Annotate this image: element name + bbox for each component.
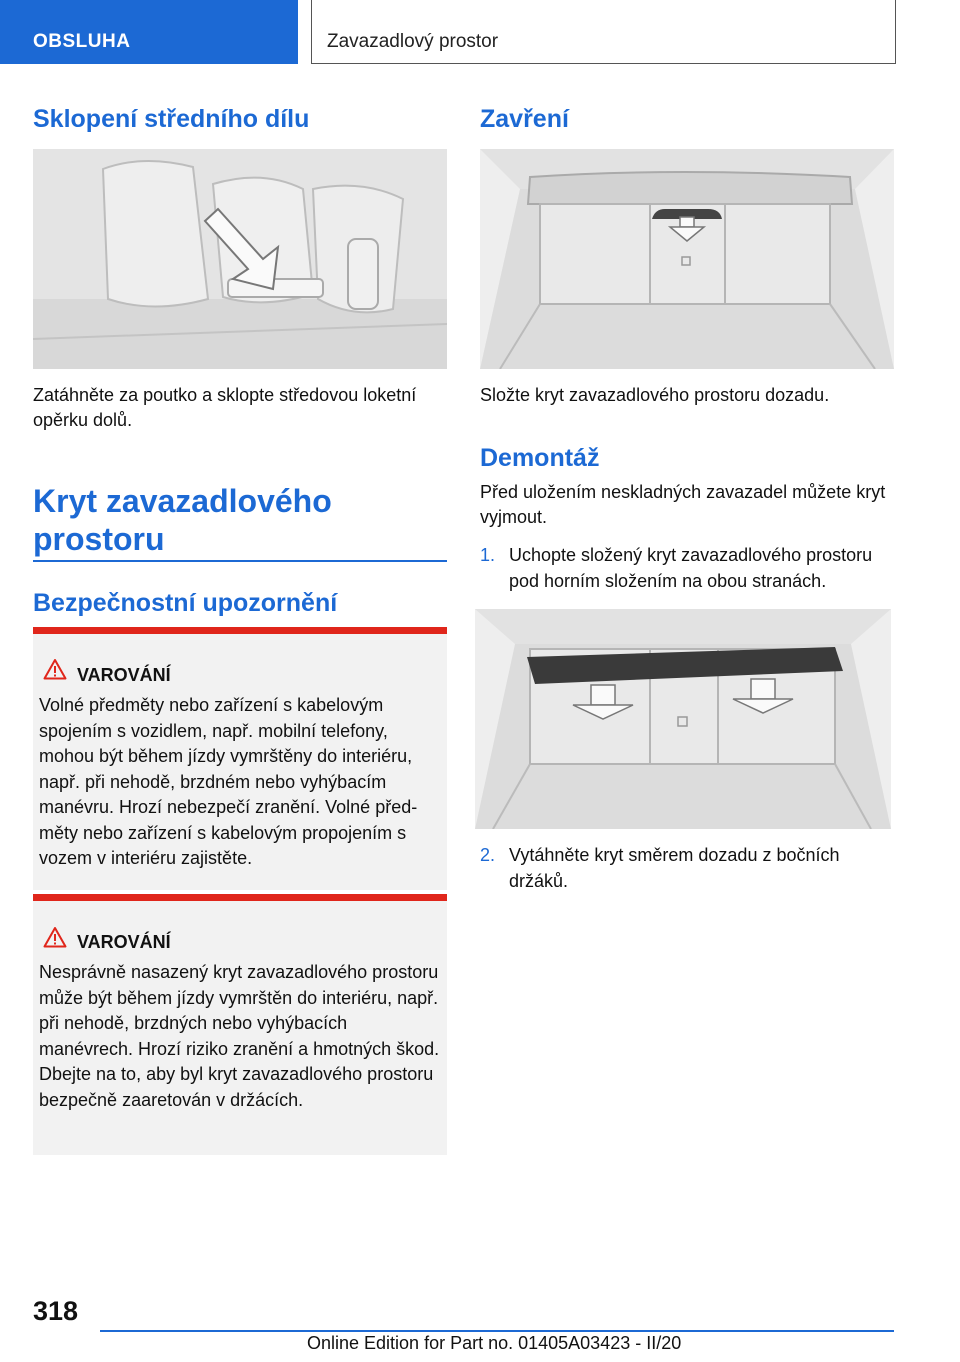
caption-close: Složte kryt zavazadlového prostoru dozadu. [480, 385, 830, 405]
header-chapter-box [311, 0, 896, 64]
warning-text-2: Nesprávně nasazený kryt zavazadlového prostoru může být během jízdy vymrštěn do interiéru, např. při nehodě, brzdných nebo vyhýbacích manévrech. Hrozí riziko zranění a hmotných škod. Dbejte na to, aby byl kryt zavazadlového prostoru bezpečně zaaretován v držácích. [39, 962, 440, 1110]
cover-removal-illustration [475, 609, 891, 829]
footer-edition: Online Edition for Part no. 01405A03423 - II/20 [307, 1333, 682, 1353]
warning-box-1 [33, 627, 447, 890]
cover-closing-illustration [480, 149, 894, 369]
warning-triangle-icon [43, 658, 67, 680]
warning-text-1: Volné předměty nebo zařízení s kabelovým spojením s vozidlem, např. mobilní telefony, mohou být během jízdy vymrštěny do interiéru, např. při nehodě, brzdném nebo vyhýbacím manévru. Hrozí nebezpečí zranění. Volné předměty nebo zařízení s kabelovým propojením s vozem v interiéru zajistěte. [39, 695, 418, 868]
section-heading-safety: Bezpečnostní upozornění [33, 589, 338, 617]
caption-fold-armrest: Zatáhněte za poutko a sklopte středovou loketní opěrku dolů. [33, 385, 417, 430]
step-text: Vytáhněte kryt směrem dozadu z bočních držáků. [509, 845, 840, 891]
header-chapter-label: Zavazadlový prostor [327, 31, 499, 52]
section-heading-close: Zavření [480, 105, 569, 133]
header-section-label: OBSLUHA [33, 31, 131, 52]
removal-intro: Před uložením neskladných zavazadel můžete kryt vyjmout. [480, 482, 886, 527]
step-text: Uchopte složený kryt zavazadlového prostoru pod horním složením na obou stranách. [509, 545, 873, 591]
page-title [33, 482, 447, 558]
footer-rule [100, 1330, 894, 1332]
warning-title-1: VAROVÁNÍ [77, 665, 171, 685]
page-number: 318 [33, 1296, 79, 1326]
page-title-line2: prostoru [33, 521, 165, 557]
header-section-tab [0, 0, 298, 64]
warning-box-2 [33, 894, 447, 1155]
section-heading-removal: Demontáž [480, 444, 600, 472]
armrest-illustration [33, 149, 447, 369]
step-number: 1. [480, 545, 496, 565]
page-title-line1: Kryt zavazadlového [33, 483, 332, 519]
step-number: 2. [480, 845, 496, 865]
warning-title-2: VAROVÁNÍ [77, 932, 171, 952]
section-heading-fold-armrest: Sklopení středního dílu [33, 105, 310, 133]
warning-triangle-icon [43, 926, 67, 948]
title-underline [33, 560, 447, 562]
